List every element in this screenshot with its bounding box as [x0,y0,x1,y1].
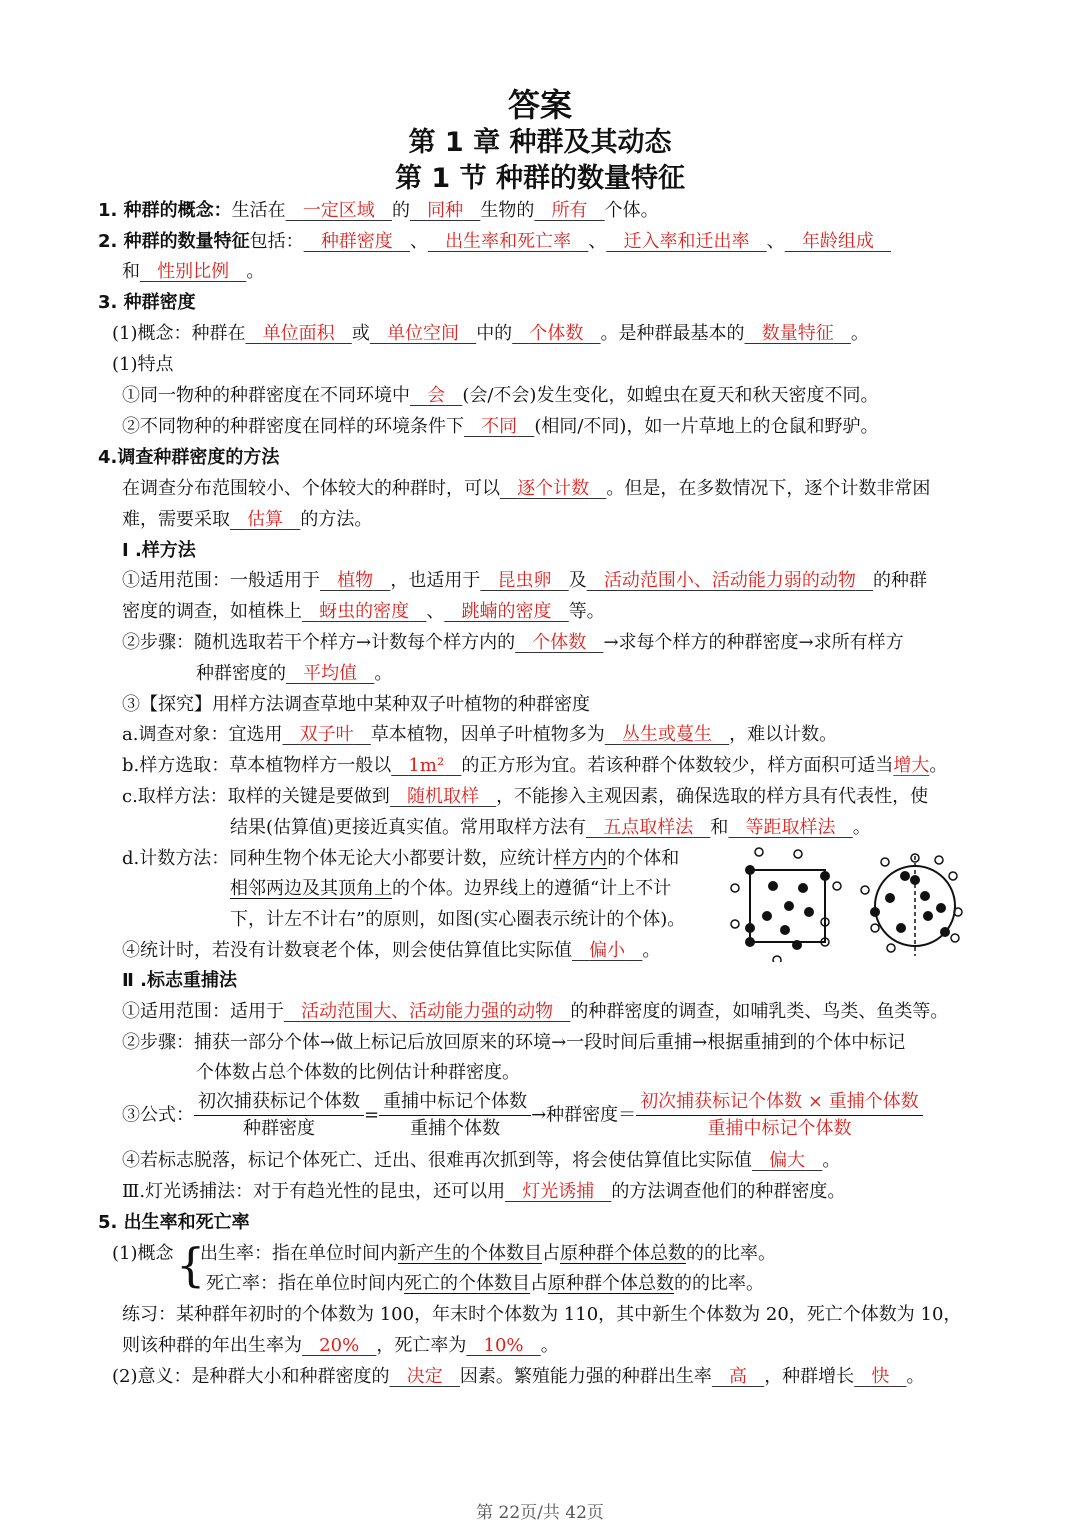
text: →种群密度＝ [531,1104,637,1126]
s2-line1 [98,229,891,255]
underlined-text: 新产生的个体数目 [398,1243,542,1264]
s3-features-label: (1)特点 [112,354,174,375]
answer: 随机取样 [406,786,479,807]
birth-rate-definition [200,1241,776,1267]
mark-recapture-steps-1: ②步骤：捕获一部分个体→做上标记后放回原来的环境→一段时间后重捕→根据重捕到的个体中标记 [122,1032,906,1053]
death-rate-definition [206,1271,764,1297]
text: 密度的调查，如植株上 [122,601,302,622]
answer: 灯光诱捕 [522,1181,595,1202]
answer: 不同 [481,416,518,437]
underlined-text: 原种群个体总数 [560,1243,686,1264]
text: 出生率：指在单位时间内 [200,1243,398,1264]
answer: 20% [319,1335,360,1356]
page-number: 第 22页/共 42页 [476,1503,604,1523]
text: 难，需要采取 [122,509,230,530]
text: 。但是，在多数情况下，逐个计数非常困 [606,478,931,499]
s4-intro-1 [122,476,930,502]
text: 、 [426,601,445,622]
text: 和 [710,817,729,838]
explore-c-1 [122,784,928,810]
s3-feature-1 [122,383,878,409]
answer: 年龄组成 [801,231,874,252]
answer: 增大 [893,755,930,776]
mark-recapture-formula [122,1090,923,1141]
answer: 单位面积 [262,323,335,344]
s3-concept [112,321,869,347]
explore-e [122,938,660,964]
denominator: 种群密度 [243,1118,315,1139]
text: ，种群增长 [764,1366,855,1387]
text: 和 [122,261,140,282]
answer: 数量特征 [761,323,834,344]
text: (1)概念：种群在 [112,323,246,344]
text: d.计数方法：同种生物个体无论大小都要计数，应统计 [122,848,554,869]
answer: 种群密度 [320,231,393,252]
underlined-text: 相邻两边及其顶角上 [230,878,392,899]
text: 。 [246,261,265,282]
answer: 活动范围大、活动能力强的动物 [301,1001,554,1022]
text: ④若标志脱落，标记个体死亡、迁出、很难再次抓到等，将会使估算值比实际值 [122,1150,752,1171]
mark-recapture-scope [122,999,948,1025]
text: →求每个样方的种群密度→求所有样方 [603,632,904,653]
text: ，也适用于 [390,570,481,591]
text: 因素。繁殖能力强的种群出生率 [459,1366,712,1387]
text: 、 [766,231,785,252]
answer: 植物 [337,570,374,591]
s2-heading: 2. 种群的数量特征 [98,231,250,252]
text: 。 [540,1335,559,1356]
answer: 五点取样法 [603,817,694,838]
formula-fraction-3 [636,1090,923,1141]
text: 占 [530,1273,548,1294]
text: 、 [409,231,428,252]
brace-symbol: { [176,1238,206,1292]
s5-concept-label: (1)概念 [112,1243,174,1264]
quadrat-method-heading: Ⅰ .样方法 [122,540,196,561]
text: 等。 [568,601,605,622]
text: ②步骤：随机选取若干个样方→计数每个样方内的 [122,632,516,653]
text: ，难以计数。 [729,724,838,745]
square-quadrat [731,848,841,962]
text: ①适用范围：适用于 [122,1001,284,1022]
answer: 跳蝻的密度 [461,601,552,622]
quadrat-scope-2 [122,599,605,625]
mark-recapture-steps-2: 个体数占总个体数的比例估计种群密度。 [196,1062,520,1083]
text: 的方法调查他们的种群密度。 [611,1181,846,1202]
text: 。是种群最基本的 [600,323,745,344]
answer: 昆虫卵 [497,570,552,591]
answer: 同种 [427,200,464,221]
underlined-text: 样方内 [553,848,608,869]
answer: 一定区域 [302,200,375,221]
text: 种群密度的 [196,663,286,684]
explore-heading: ③【探究】用样方法调查草地中某种双子叶植物的种群密度 [122,694,590,715]
text: 生活在 [231,200,286,221]
answer: 单位空间 [387,323,460,344]
numerator: 重捕中标记个体数 [379,1090,531,1116]
practice-1: 练习：某种群年初时的个体数为 100，年末时个体数为 110，其中新生个体数为 20，死亡个体数为 10， [122,1304,962,1325]
answer: 逐个计数 [517,478,590,499]
text: ③公式： [122,1104,194,1126]
text: 占 [542,1243,560,1264]
answer: 个体数 [532,632,587,653]
answer: 蚜虫的密度 [319,601,410,622]
quadrat-steps-1 [122,630,904,656]
numerator: 初次捕获标记个体数 [194,1090,364,1116]
section-title: 第 1 节 种群的数量特征 [395,163,685,194]
text: 则该种群的年出生率为 [122,1335,302,1356]
text: 的 [391,200,410,221]
answer: 高 [729,1366,748,1387]
answer: 等距取样法 [745,817,836,838]
explore-d-2 [230,876,671,902]
s3-heading: 3. 种群密度 [98,292,196,313]
text: ，不能掺入主观因素，确保选取的样方具有代表性，使 [496,786,929,807]
s1-line [98,198,659,224]
text: 。 [850,323,869,344]
answer: 丛生或蔓生 [621,724,712,745]
s1-heading: 1. 种群的概念： [98,200,232,221]
explore-d-3: 下，计左不计右”的原则，如图(实心圈表示统计的个体)。 [230,909,686,930]
light-trap-method [122,1179,845,1205]
answer: 所有 [551,200,588,221]
text: 或 [351,323,370,344]
formula-fraction-1 [194,1090,364,1141]
circular-quadrat [861,854,962,956]
s2-line2 [122,259,264,285]
text: 。 [852,817,871,838]
text: 中的 [476,323,513,344]
text: 的种群 [873,570,928,591]
page-title: 答案 [507,86,572,124]
text: 的种群密度的调查，如哺乳类、鸟类、鱼类等。 [570,1001,949,1022]
text: 在调查分布范围较小、个体较大的种群时，可以 [122,478,500,499]
underlined-text: 原种群个体总数 [548,1273,674,1294]
s4-intro-2 [122,507,372,533]
answer: 10% [483,1335,524,1356]
explore-a [122,722,837,748]
answer: 1m² [408,755,445,776]
text: (2)意义：是种群大小和种群密度的 [112,1366,390,1387]
answer: 活动范围小、活动能力弱的动物 [603,570,856,591]
text: 。 [929,755,948,776]
formula-fraction-2 [379,1090,531,1141]
underlined-text: 死亡的个体数目 [404,1273,530,1294]
text: ②不同物种的种群密度在同样的环境条件下 [122,416,464,437]
s4-heading: 4.调查种群密度的方法 [98,447,280,468]
text: 的的比率。 [686,1243,776,1264]
s3-feature-2 [122,414,878,440]
text: b.样方选取：草本植物样方一般以 [122,755,392,776]
numerator: 初次捕获标记个体数 × 重捕个体数 [636,1090,923,1116]
mark-recapture-note [122,1148,840,1174]
text: 。 [642,940,661,961]
answer: 性别比例 [157,261,230,282]
answer: 会 [427,385,446,406]
text: 的个体。边界线上的遵循“计上不计 [392,878,672,899]
quadrat-counting-diagram [725,842,975,962]
mark-recapture-heading: Ⅱ .标志重捕法 [122,970,237,991]
text: c.取样方法：取样的关键是要做到 [122,786,390,807]
denominator: 重捕中标记个体数 [707,1118,852,1139]
answer: 双子叶 [299,724,354,745]
text: 的正方形为宜。若该种群个体数较少，样方面积可适当 [461,755,894,776]
answer: 个体数 [529,323,584,344]
text: 死亡率：指在单位时间内 [206,1273,404,1294]
text: 、 [588,231,607,252]
text: 的个体和 [607,848,680,869]
answer: 估算 [247,509,284,530]
answer: 偏小 [589,940,626,961]
quadrat-scope-1 [122,568,927,594]
denominator: 重捕个体数 [410,1118,501,1139]
text: 包括： [249,231,304,252]
text: 。 [374,663,393,684]
text: ④统计时，若没有计数衰老个体，则会使估算值比实际值 [122,940,572,961]
text: = [364,1104,380,1126]
text: 生物的 [480,200,535,221]
text: 。 [822,1150,841,1171]
text: (相同/不同)，如一片草地上的仓鼠和野驴。 [534,416,879,437]
text: 草本植物，因单子叶植物多为 [370,724,605,745]
explore-c-2 [230,815,871,841]
text: (会/不会)发生变化，如蝗虫在夏天和秋天密度不同。 [462,385,879,406]
answer: 偏大 [769,1150,806,1171]
text: ，死亡率为 [376,1335,467,1356]
text: ①同一物种的种群密度在不同环境中 [122,385,410,406]
text: 。 [906,1366,925,1387]
text: a.调查对象：宜选用 [122,724,283,745]
quadrat-steps-2 [196,661,392,687]
chapter-title: 第 1 章 种群及其动态 [408,127,672,158]
text: ①适用范围：一般适用于 [122,570,320,591]
explore-b [122,753,947,779]
text: 的的比率。 [674,1273,764,1294]
practice-2 [122,1333,559,1359]
text: 及 [568,570,587,591]
answer: 平均值 [303,663,358,684]
answer: 快 [871,1366,890,1387]
s5-significance [112,1364,925,1390]
text: 结果(估算值)更接近真实值。常用取样方法有 [230,817,587,838]
explore-d-1 [122,846,679,872]
answer: 迁入率和迁出率 [623,231,750,252]
text: 个体。 [604,200,659,221]
text: 的方法。 [300,509,373,530]
answer: 决定 [406,1366,443,1387]
s5-heading: 5. 出生率和死亡率 [98,1212,250,1233]
answer: 出生率和死亡率 [445,231,572,252]
text: Ⅲ.灯光诱捕法：对于有趋光性的昆虫，还可以用 [122,1181,506,1202]
